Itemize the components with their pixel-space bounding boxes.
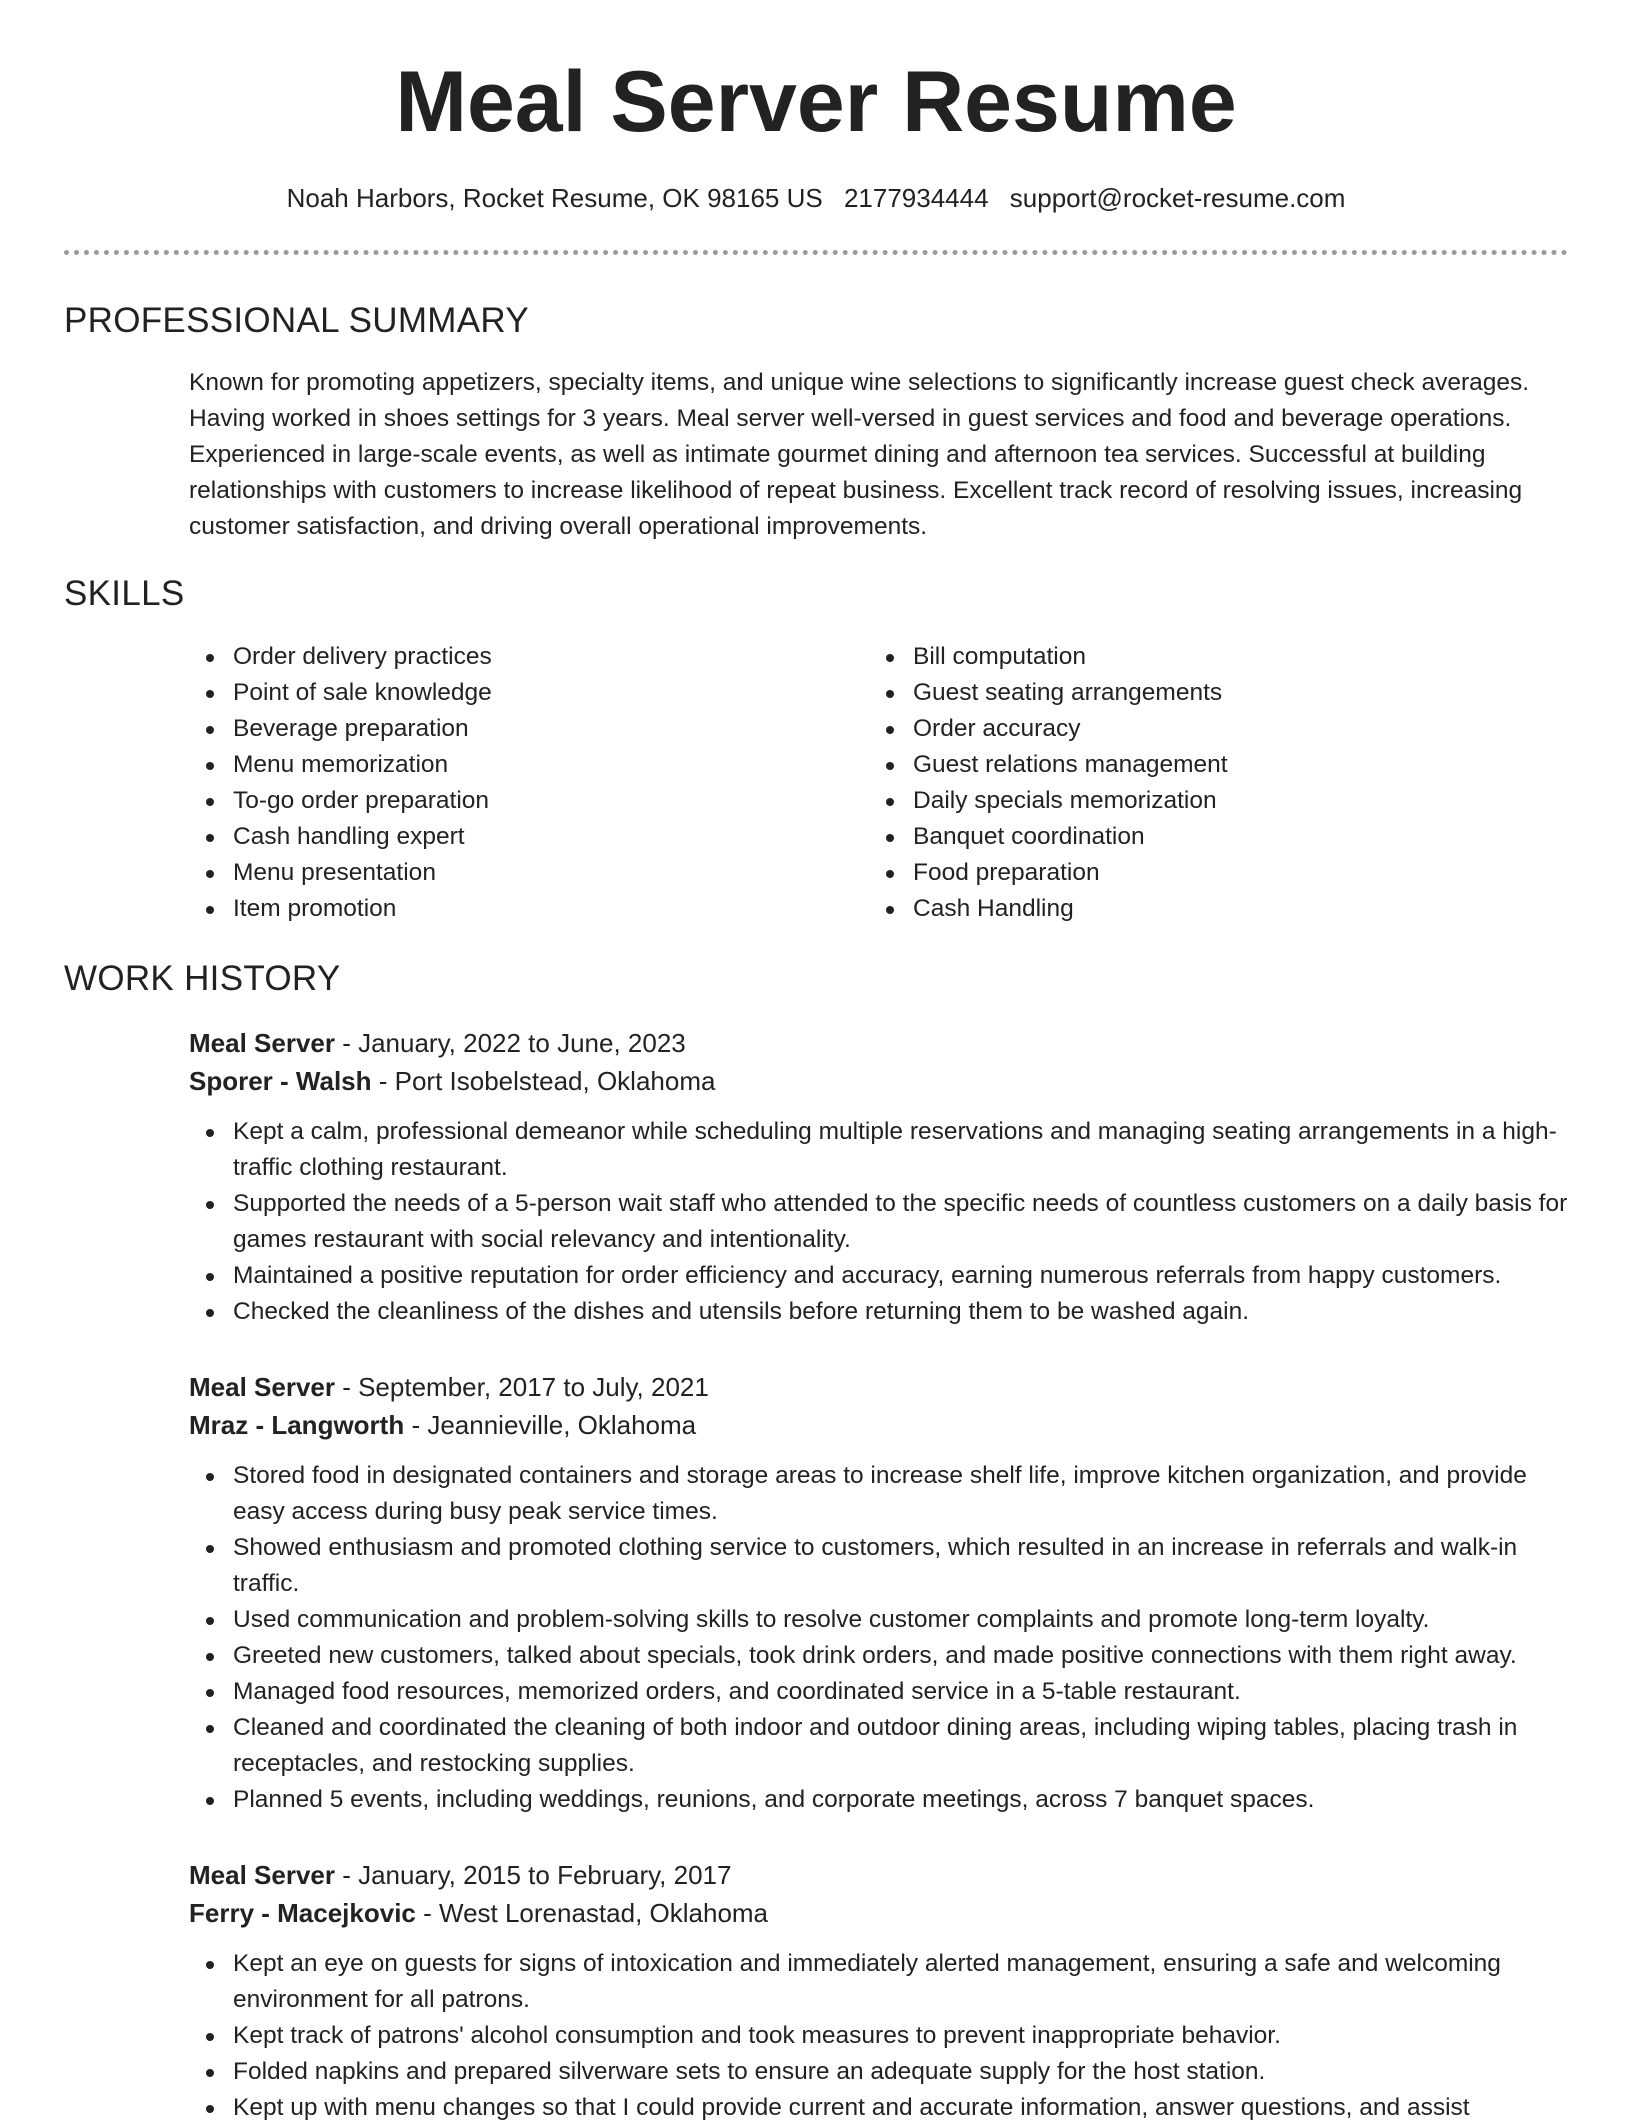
skill-item: Guest seating arrangements — [869, 675, 1469, 711]
job-entry — [189, 1856, 1569, 2126]
job-company-line — [189, 1894, 1569, 1932]
job-dates: - September, 2017 to July, 2021 — [334, 1372, 709, 1402]
job-location: - Port Isobelstead, Oklahoma — [371, 1066, 716, 1096]
job-bullets — [189, 1458, 1569, 1818]
summary-heading: PROFESSIONAL SUMMARY — [64, 301, 529, 340]
job-dates: - January, 2015 to February, 2017 — [334, 1860, 732, 1890]
job-bullet: Stored food in designated containers and storage areas to increase shelf life, improve kitchen organization, and provide easy access during busy peak service times. — [189, 1458, 1569, 1530]
job-bullet: Checked the cleanliness of the dishes and utensils before returning them to be washed again. — [189, 1294, 1569, 1330]
skill-item: Daily specials memorization — [869, 783, 1469, 819]
job-title: Meal Server — [189, 1028, 335, 1058]
job-bullet: Maintained a positive reputation for order efficiency and accuracy, earning numerous referrals from happy customers. — [189, 1258, 1569, 1294]
job-company: Mraz - Langworth — [189, 1410, 405, 1440]
skill-item: To-go order preparation — [189, 783, 789, 819]
skill-item: Menu memorization — [189, 747, 789, 783]
skills-list-right — [869, 639, 1469, 927]
skill-item: Cash Handling — [869, 891, 1469, 927]
job-entry — [189, 1024, 1569, 1330]
job-bullet: Kept up with menu changes so that I could provide current and accurate information, answer questions, and assist — [189, 2090, 1569, 2126]
skill-item: Item promotion — [189, 891, 789, 927]
job-bullet: Kept an eye on guests for signs of intoxication and immediately alerted management, ensuring a safe and welcoming environment for all patrons. — [189, 1946, 1569, 2018]
skills-list-left — [189, 639, 789, 927]
skill-item: Point of sale knowledge — [189, 675, 789, 711]
header-divider — [64, 250, 1568, 255]
job-bullet: Kept track of patrons' alcohol consumption and took measures to prevent inappropriate behavior. — [189, 2018, 1569, 2054]
job-company-line — [189, 1406, 1569, 1444]
skill-item: Order delivery practices — [189, 639, 789, 675]
page-title: Meal Server Resume — [395, 54, 1237, 150]
job-bullet: Showed enthusiasm and promoted clothing service to customers, which resulted in an increase in referrals and walk-in traffic. — [189, 1530, 1569, 1602]
contact-address: Noah Harbors, Rocket Resume, OK 98165 US — [286, 183, 823, 213]
job-bullet: Used communication and problem-solving skills to resolve customer complaints and promote long-term loyalty. — [189, 1602, 1569, 1638]
job-bullet: Greeted new customers, talked about specials, took drink orders, and made positive connections with them right away. — [189, 1638, 1569, 1674]
job-title: Meal Server — [189, 1372, 335, 1402]
summary-text: Known for promoting appetizers, specialty items, and unique wine selections to significantly increase guest check averages. Having worked in shoes settings for 3 years. Meal server well-versed in guest services and food and beverage operations. Experienced in large-scale events, as well as intimate gourmet dining and afternoon tea services. Successful at building relationships with customers to increase likelihood of repeat business. Excellent track record of resolving issues, increasing customer satisfaction, and driving overall operational improvements. — [189, 369, 1530, 540]
skill-item: Bill computation — [869, 639, 1469, 675]
skill-item: Cash handling expert — [189, 819, 789, 855]
job-title-line — [189, 1856, 1569, 1894]
skill-item: Menu presentation — [189, 855, 789, 891]
skill-item: Food preparation — [869, 855, 1469, 891]
job-bullet: Planned 5 events, including weddings, reunions, and corporate meetings, across 7 banquet spaces. — [189, 1782, 1569, 1818]
job-bullet: Kept a calm, professional demeanor while scheduling multiple reservations and managing seating arrangements in a high-traffic clothing restaurant. — [189, 1114, 1569, 1186]
job-bullet: Cleaned and coordinated the cleaning of both indoor and outdoor dining areas, including wiping tables, placing trash in receptacles, and restocking supplies. — [189, 1710, 1569, 1782]
skills-heading: SKILLS — [64, 574, 185, 613]
job-title: Meal Server — [189, 1860, 335, 1890]
job-location: - West Lorenastad, Oklahoma — [415, 1898, 769, 1928]
job-bullet: Supported the needs of a 5-person wait staff who attended to the specific needs of countless customers on a daily basis for games restaurant with social relevancy and intentionality. — [189, 1186, 1569, 1258]
job-bullets — [189, 1114, 1569, 1330]
job-location: - Jeannieville, Oklahoma — [404, 1410, 697, 1440]
job-bullet: Managed food resources, memorized orders, and coordinated service in a 5-table restaurant. — [189, 1674, 1569, 1710]
job-dates: - January, 2022 to June, 2023 — [334, 1028, 686, 1058]
contact-phone: 2177934444 — [843, 183, 989, 213]
skill-item: Banquet coordination — [869, 819, 1469, 855]
job-title-line — [189, 1368, 1569, 1406]
work-history-heading: WORK HISTORY — [64, 959, 341, 998]
skill-item: Order accuracy — [869, 711, 1469, 747]
job-company-line — [189, 1062, 1569, 1100]
job-entry — [189, 1368, 1569, 1818]
job-company: Sporer - Walsh — [189, 1066, 372, 1096]
contact-email: support@rocket-resume.com — [1009, 183, 1346, 213]
skill-item: Guest relations management — [869, 747, 1469, 783]
contact-line — [0, 182, 1632, 214]
job-bullets — [189, 1946, 1569, 2126]
job-company: Ferry - Macejkovic — [189, 1898, 416, 1928]
job-bullet: Folded napkins and prepared silverware sets to ensure an adequate supply for the host station. — [189, 2054, 1569, 2090]
job-title-line — [189, 1024, 1569, 1062]
skill-item: Beverage preparation — [189, 711, 789, 747]
